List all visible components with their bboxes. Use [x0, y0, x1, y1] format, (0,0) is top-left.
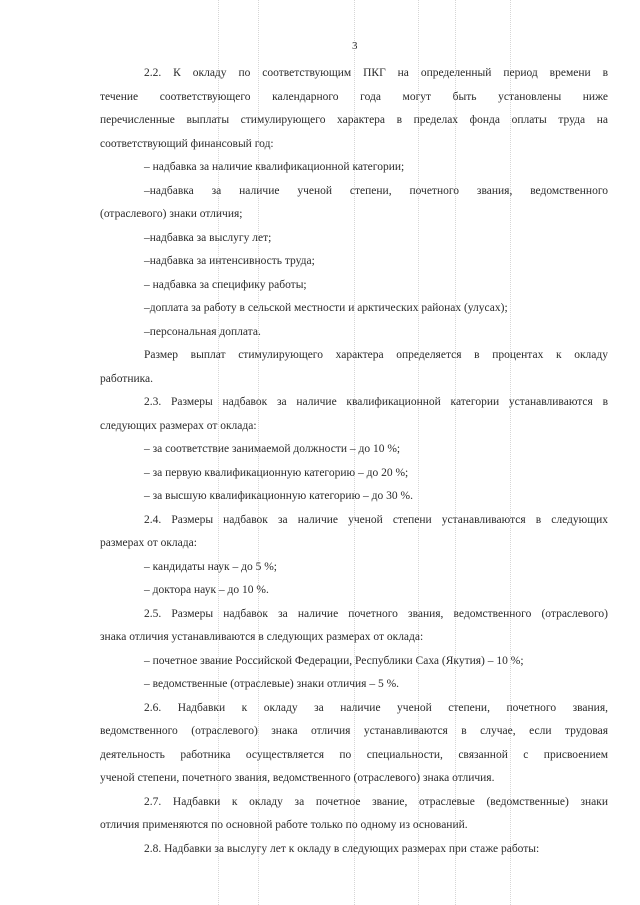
paragraph-2-2-line: течение соответствующего календарного года могут быть установлены ниже — [100, 91, 608, 103]
paragraph-2-3-line: 2.3. Размеры надбавок за наличие квалификационной категории устанавливаются в — [144, 396, 608, 408]
paragraph-line: работника. — [100, 373, 154, 385]
paragraph-2-6-line: ученой степени, почетного звания, ведомственного (отраслевого) знака отличия. — [100, 772, 495, 784]
paragraph-2-2-line: перечисленные выплаты стимулирующего характера в пределах фонда оплаты труда на — [100, 114, 608, 126]
paragraph-2-7-line: отличия применяются по основной работе только по одному из оснований. — [100, 819, 468, 831]
list-item: –надбавка за выслугу лет; — [144, 232, 272, 244]
list-item: – доктора наук – до 10 %. — [144, 584, 269, 596]
list-item: –надбавка за интенсивность труда; — [144, 255, 315, 267]
paragraph-2-6-line: деятельность работника осуществляется по специальности, связанной с присвоением — [100, 749, 608, 761]
list-item: – за соответствие занимаемой должности – до 10 %; — [144, 443, 401, 455]
paragraph-2-6-line: ведомственного (отраслевого) знака отличия устанавливаются в случае, если трудовая — [100, 725, 608, 737]
page-number: 3 — [352, 40, 358, 52]
list-item: – ведомственные (отраслевые) знаки отличия – 5 %. — [144, 678, 400, 690]
paragraph-2-5-line: 2.5. Размеры надбавок за наличие почетного звания, ведомственного (отраслевого) — [144, 608, 608, 620]
paragraph-2-2-line: соответствующий финансовый год: — [100, 138, 274, 150]
list-item: –доплата за работу в сельской местности и арктических районах (улусах); — [144, 302, 508, 314]
scan-fold-line — [510, 0, 511, 905]
paragraph-2-4-line: 2.4. Размеры надбавок за наличие ученой степени устанавливаются в следующих — [144, 514, 608, 526]
paragraph-2-2-line: 2.2. К окладу по соответствующим ПКГ на определенный период времени в — [144, 67, 608, 79]
list-item: – надбавка за наличие квалификационной категории; — [144, 161, 405, 173]
paragraph-2-6-line: 2.6. Надбавки к окладу за наличие ученой степени, почетного звания, — [144, 702, 608, 714]
list-item: –персональная доплата. — [144, 326, 261, 338]
list-item: – надбавка за специфику работы; — [144, 279, 307, 291]
paragraph-2-5-line: знака отличия устанавливаются в следующих размерах от оклада: — [100, 631, 424, 643]
list-item: – почетное звание Российской Федерации, Республики Саха (Якутия) – 10 %; — [144, 655, 524, 667]
paragraph-2-4-line: размерах от оклада: — [100, 537, 197, 549]
list-item: – за высшую квалификационную категорию – до 30 %. — [144, 490, 413, 502]
list-item: – кандидаты наук – до 5 %; — [144, 561, 277, 573]
paragraph-line: Размер выплат стимулирующего характера определяется в процентах к окладу — [144, 349, 608, 361]
paragraph-2-3-line: следующих размерах от оклада: — [100, 420, 257, 432]
scan-fold-line — [455, 0, 456, 905]
paragraph-2-8-line: 2.8. Надбавки за выслугу лет к окладу в следующих размерах при стаже работы: — [144, 843, 540, 855]
paragraph-2-7-line: 2.7. Надбавки к окладу за почетное звание, отраслевые (ведомственные) знаки — [144, 796, 608, 808]
list-item: –надбавка за наличие ученой степени, почетного звания, ведомственного — [144, 185, 608, 197]
scan-fold-line — [418, 0, 419, 905]
list-item: – за первую квалификационную категорию – до 20 %; — [144, 467, 409, 479]
list-item: (отраслевого) знаки отличия; — [100, 208, 243, 220]
